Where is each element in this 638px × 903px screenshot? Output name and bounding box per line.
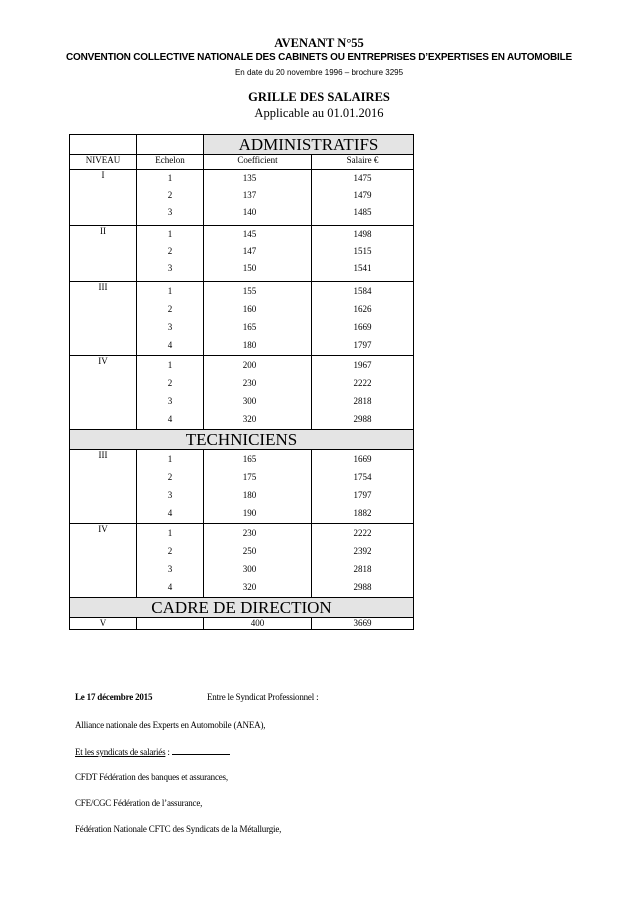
echelon-value: 4: [167, 414, 173, 424]
salaire-value: 1541: [353, 263, 372, 273]
coefficient-value: 160: [242, 304, 257, 314]
niveau-group-row: [70, 524, 414, 598]
niveau-group-row: [70, 170, 414, 226]
section-title: TECHNICIENS: [70, 430, 414, 450]
column-header-row: [70, 155, 414, 170]
coefficient-value: 200: [242, 360, 257, 370]
empty-corner-cell: [137, 135, 204, 155]
coef-cell: [204, 170, 312, 226]
salaire-value: 2222: [353, 528, 372, 538]
niveau-group-row: [70, 356, 414, 430]
echelon-value: 3: [167, 207, 173, 217]
salaire-value: 1498: [353, 229, 372, 239]
coefficient-value: 230: [242, 528, 257, 538]
salaire-value: 2988: [353, 414, 372, 424]
column-header: NIVEAU: [70, 155, 137, 170]
echelon-value: 1: [167, 360, 173, 370]
salaire-value: 1754: [353, 472, 372, 482]
coefficient-value: 155: [242, 286, 257, 296]
echelon-value: 3: [167, 490, 173, 500]
coefficient-cell: 400: [204, 618, 312, 630]
signature-blank: [172, 746, 230, 755]
salaire-value: 1797: [353, 340, 372, 350]
section-banner-row: [70, 430, 414, 450]
sal-cell: [312, 282, 414, 356]
niveau-cell: III: [70, 450, 137, 524]
section-title: CADRE DE DIRECTION: [70, 598, 414, 618]
echelon-value: 4: [167, 582, 173, 592]
ech-cell: [137, 170, 204, 226]
column-header: Salaire €: [312, 155, 414, 170]
section-banner-row: [70, 135, 414, 155]
ech-cell: [137, 524, 204, 598]
niveau-cell: I: [70, 170, 137, 226]
coefficient-value: 145: [242, 229, 257, 239]
coefficient-value: 300: [242, 564, 257, 574]
coefficient-value: 180: [242, 340, 257, 350]
coefficient-value: 150: [242, 263, 257, 273]
ech-cell: [137, 282, 204, 356]
coefficient-value: 300: [242, 396, 257, 406]
echelon-value: 2: [167, 472, 173, 482]
sal-cell: [312, 356, 414, 430]
salaire-value: 1626: [353, 304, 372, 314]
salaire-value: 1485: [353, 207, 372, 217]
niveau-group-row: [70, 450, 414, 524]
echelon-value: 2: [167, 546, 173, 556]
salaire-value: 1797: [353, 490, 372, 500]
coefficient-value: 180: [242, 490, 257, 500]
coefficient-value: 320: [242, 582, 257, 592]
sal-cell: [312, 524, 414, 598]
syndicats-label: Et les syndicats de salariés: [75, 747, 166, 757]
salary-grid-table: [69, 134, 414, 630]
section-banner-row: [70, 598, 414, 618]
echelon-value: 1: [167, 229, 173, 239]
coefficient-value: 165: [242, 322, 257, 332]
salaire-value: 2392: [353, 546, 372, 556]
niveau-cell: IV: [70, 356, 137, 430]
echelon-value: 1: [167, 528, 173, 538]
applicable-date: Applicable au 01.01.2016: [254, 106, 384, 120]
coefficient-value: 147: [242, 246, 257, 256]
coefficient-value: 140: [242, 207, 257, 217]
grille-title: GRILLE DES SALAIRES: [248, 90, 390, 104]
niveau-cell: II: [70, 226, 137, 282]
niveau-cell: IV: [70, 524, 137, 598]
salaire-value: 1584: [353, 286, 372, 296]
ech-cell: [137, 356, 204, 430]
niveau-cell: III: [70, 282, 137, 356]
ech-cell: [137, 226, 204, 282]
coef-cell: [204, 282, 312, 356]
sal-cell: [312, 226, 414, 282]
sal-cell: [312, 170, 414, 226]
salaire-value: 2988: [353, 582, 372, 592]
coefficient-value: 175: [242, 472, 257, 482]
salaire-value: 1669: [353, 454, 372, 464]
salaire-cell: 3669: [312, 618, 414, 630]
coefficient-value: 320: [242, 414, 257, 424]
syndicats-colon: :: [165, 747, 170, 757]
salaire-value: 2818: [353, 564, 372, 574]
echelon-value: 3: [167, 322, 173, 332]
cfe-line: CFE/CGC Fédération de l’assurance,: [75, 798, 203, 808]
niveau-group-row: [70, 282, 414, 356]
cftc-line: Fédération Nationale CFTC des Syndicats de la Métallurgie,: [75, 824, 282, 834]
echelon-value: 1: [167, 173, 173, 183]
coef-cell: [204, 450, 312, 524]
echelon-value: 4: [167, 340, 173, 350]
empty-corner-cell: [70, 135, 137, 155]
sal-cell: [312, 450, 414, 524]
echelon-cell: [137, 618, 204, 630]
section-title: ADMINISTRATIFS: [204, 135, 414, 155]
salaire-value: 2222: [353, 378, 372, 388]
echelon-value: 4: [167, 508, 173, 518]
echelon-value: 2: [167, 304, 173, 314]
anea-line: Alliance nationale des Experts en Automobile (ANEA),: [75, 720, 266, 730]
salaire-value: 1669: [353, 322, 372, 332]
column-header: Coefficient: [204, 155, 312, 170]
echelon-value: 3: [167, 564, 173, 574]
salaire-value: 1475: [353, 173, 372, 183]
salaire-value: 1882: [353, 508, 372, 518]
niveau-group-row: [70, 226, 414, 282]
coefficient-value: 165: [242, 454, 257, 464]
entre-label: Entre le Syndicat Professionnel :: [207, 692, 319, 702]
coef-cell: [204, 524, 312, 598]
echelon-value: 3: [167, 396, 173, 406]
salaire-value: 1479: [353, 190, 372, 200]
coefficient-value: 230: [242, 378, 257, 388]
salaire-value: 2818: [353, 396, 372, 406]
echelon-value: 2: [167, 190, 173, 200]
salaire-value: 1515: [353, 246, 372, 256]
niveau-cell: V: [70, 618, 137, 630]
coefficient-value: 190: [242, 508, 257, 518]
date-line: En date du 20 novembre 1996 – brochure 3295: [234, 68, 404, 77]
coefficient-value: 250: [242, 546, 257, 556]
coefficient-value: 135: [242, 173, 257, 183]
echelon-value: 2: [167, 378, 173, 388]
echelon-value: 2: [167, 246, 173, 256]
column-header: Echelon: [137, 155, 204, 170]
echelon-value: 3: [167, 263, 173, 273]
echelon-value: 1: [167, 454, 173, 464]
salary-grid-body: [70, 135, 414, 630]
coefficient-value: 137: [242, 190, 257, 200]
coef-cell: [204, 226, 312, 282]
syndicats-line: [75, 746, 230, 757]
cfdt-line: CFDT Fédération des banques et assurances,: [75, 772, 228, 782]
echelon-value: 1: [167, 286, 173, 296]
document-title: AVENANT N°55: [274, 36, 364, 50]
ech-cell: [137, 450, 204, 524]
convention-title: CONVENTION COLLECTIVE NATIONALE DES CABINETS OU ENTREPRISES D’EXPERTISES EN AUTOMOBILE: [66, 52, 572, 63]
signature-date: Le 17 décembre 2015: [75, 692, 153, 702]
salaire-value: 1967: [353, 360, 372, 370]
coef-cell: [204, 356, 312, 430]
cadre-row: [70, 618, 414, 630]
